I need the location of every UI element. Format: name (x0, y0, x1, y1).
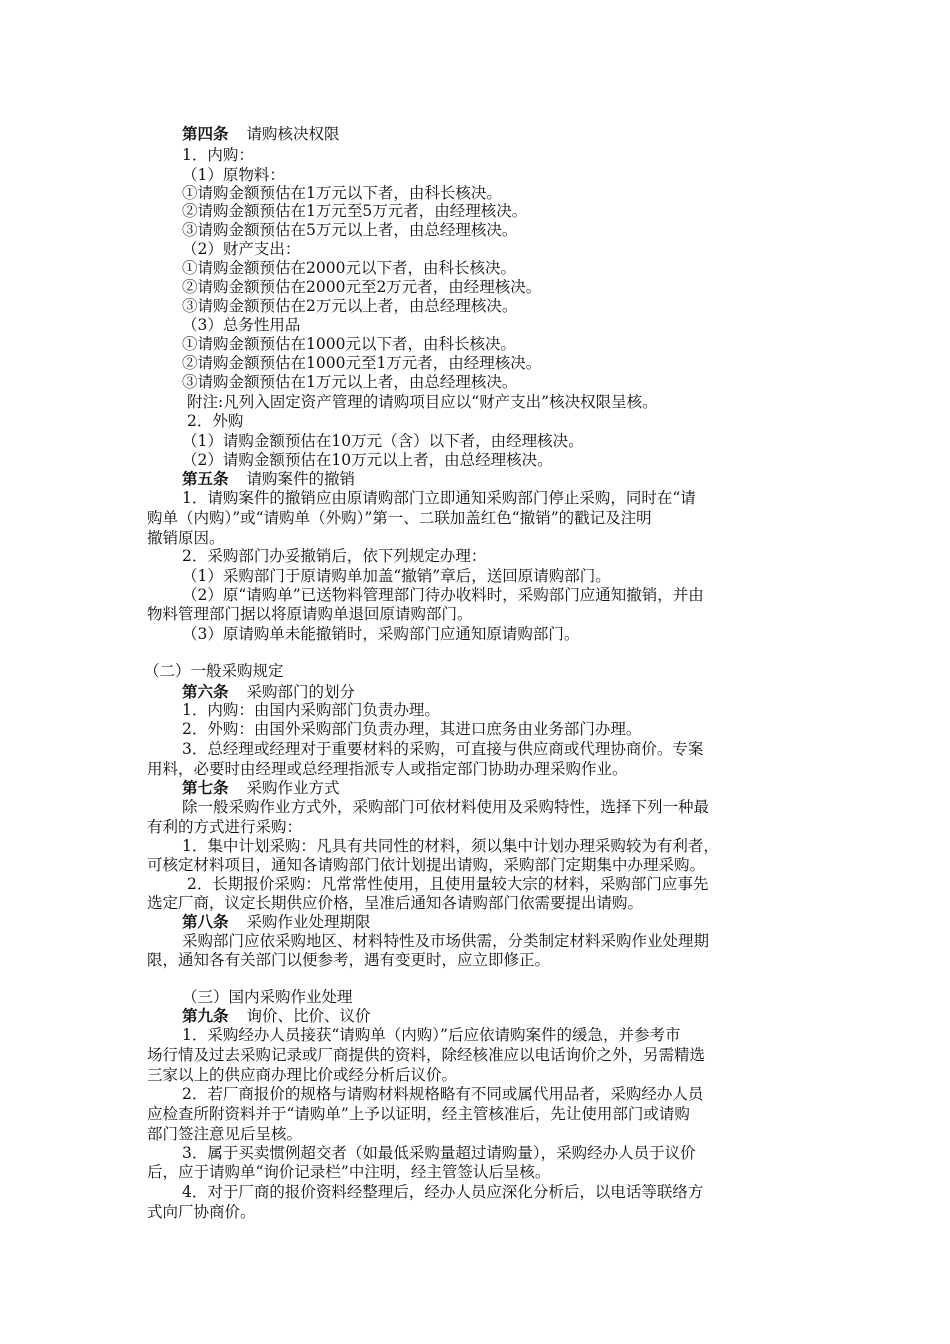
text-line: ①请购金额预估在2000元以下者，由科长核决。 (182, 259, 516, 277)
text-line: 购单（内购）”或“请购单（外购）”第一、二联加盖红色“撤销”的戳记及注明 (147, 509, 652, 527)
article-6-heading (182, 682, 355, 702)
article-title: 采购部门的划分 (246, 683, 356, 701)
article-number: 第八条 (182, 912, 229, 931)
article-number: 第四条 (182, 124, 229, 143)
article-title: 请购案件的撤销 (246, 470, 356, 488)
text-line: 1．请购案件的撤销应由原请购部门立即通知采购部门停止采购，同时在“请 (182, 489, 696, 507)
text-line: 物料管理部门据以将原请购单退回原请购部门。 (147, 605, 473, 623)
text-line: ③请购金额预估在2万元以上者，由总经理核决。 (182, 297, 518, 315)
text-line: ②请购金额预估在2000元至2万元者，由经理核决。 (182, 278, 542, 296)
text-line: （3）总务性用品 (182, 316, 301, 334)
text-line: 附注:凡列入固定资产管理的请购项目应以“财产支出”核决权限呈核。 (187, 393, 658, 411)
text-line: 2．采购部门办妥撤销后，依下列规定办理： (182, 547, 487, 565)
article-title: 采购作业方式 (246, 779, 340, 797)
text-line: （2）财产支出： (182, 240, 301, 258)
text-line: 用料，必要时由经理或总经理指派专人或指定部门协助办理采购作业。 (147, 760, 628, 778)
text-line: （2）请购金额预估在10万元以上者，由总经理核决。 (182, 451, 553, 469)
article-title: 采购作业处理期限 (246, 913, 371, 931)
article-5-heading (182, 469, 355, 489)
text-line: 2．外购 (187, 412, 244, 430)
text-line: 部门签注意见后呈核。 (147, 1125, 303, 1143)
article-8-heading (182, 912, 371, 932)
text-line: ①请购金额预估在1000元以下者，由科长核决。 (182, 335, 516, 353)
text-line: （1）原物料： (182, 166, 285, 184)
section-heading: （三）国内采购作业处理 (182, 988, 353, 1006)
text-line: 撤销原因。 (147, 529, 225, 547)
text-line: ③请购金额预估在1万元以上者，由总经理核决。 (182, 373, 518, 391)
text-line: ②请购金额预估在1000元至1万元者，由经理核决。 (182, 354, 542, 372)
text-line: ③请购金额预估在5万元以上者，由总经理核决。 (182, 221, 518, 239)
article-number: 第七条 (182, 778, 229, 797)
article-number: 第五条 (182, 469, 229, 488)
text-line: 选定厂商，议定长期供应价格，呈准后通知各请购部门依需要提出请购。 (147, 894, 644, 912)
text-line: 1．内购： (182, 146, 254, 164)
article-number: 第六条 (182, 682, 229, 701)
text-line: 1．内购：由国内采购部门负责办理。 (182, 701, 440, 719)
article-7-heading (182, 778, 340, 798)
text-line: 后，应于请购单“询价记录栏”中注明，经主管签认后呈核。 (147, 1163, 551, 1181)
text-line: 式向厂协商价。 (147, 1203, 256, 1221)
text-line: 三家以上的供应商办理比价或经分析后议价。 (147, 1066, 458, 1084)
article-number: 第九条 (182, 1006, 229, 1025)
article-9-heading (182, 1006, 371, 1026)
text-line: 1．采购经办人员接获“请购单（内购）”后应依请购案件的缓急，并参考市 (182, 1026, 681, 1044)
text-line: 2．若厂商报价的规格与请购材料规格略有不同或属代用品者，采购经办人员 (182, 1085, 704, 1103)
article-4-heading (182, 124, 340, 144)
text-line: 有利的方式进行采购： (147, 818, 303, 836)
text-line: ①请购金额预估在1万元以下者，由科长核决。 (182, 184, 502, 202)
text-line: 场行情及过去采购记录或厂商提供的资料，除经核准应以电话询价之外，另需精选 (147, 1046, 706, 1064)
text-line: 采购部门应依采购地区、材料特性及市场供需，分类制定材料采购作业处理期 (182, 932, 710, 950)
text-line: （2）原“请购单”已送物料管理部门待办收料时，采购部门应通知撤销，并由 (182, 586, 704, 604)
text-line: 限，通知各有关部门以便参考，遇有变更时，应立即修正。 (147, 951, 551, 969)
section-heading: （二）一般采购规定 (144, 662, 284, 680)
text-line: 除一般采购作业方式外，采购部门可依材料使用及采购特性，选择下列一种最 (182, 798, 710, 816)
text-line: 1．集中计划采购：凡具有共同性的材料，须以集中计划办理采购较为有利者， (182, 837, 719, 855)
text-line: 2．外购：由国外采购部门负责办理，其进口庶务由业务部门办理。 (182, 720, 642, 738)
text-line: （1）采购部门于原请购单加盖“撤销”章后，送回原请购部门。 (182, 567, 611, 585)
text-line: 3．总经理或经理对于重要材料的采购，可直接与供应商或代理协商价。专案 (182, 740, 704, 758)
article-title: 请购核决权限 (246, 125, 340, 143)
article-title: 询价、比价、议价 (246, 1007, 371, 1025)
text-line: ②请购金额预估在1万元至5万元者，由经理核决。 (182, 202, 528, 220)
text-line: 3．属于买卖惯例超交者（如最低采购量超过请购量），采购经办人员于议价 (182, 1144, 696, 1162)
text-line: （1）请购金额预估在10万元（含）以下者，由经理核决。 (182, 432, 584, 450)
text-line: （3）原请购单未能撤销时，采购部门应通知原请购部门。 (182, 625, 580, 643)
text-line: 应检查所附资料并于“请购单”上予以证明，经主管核准后，先让使用部门或请购 (147, 1105, 690, 1123)
text-line: 2．长期报价采购：凡常常性使用，且使用量较大宗的材料，采购部门应事先 (187, 875, 709, 893)
text-line: 4．对于厂商的报价资料经整理后，经办人员应深化分析后，以电话等联络方 (182, 1183, 704, 1201)
text-line: 可核定材料项目，通知各请购部门依计划提出请购，采购部门定期集中办理采购。 (147, 856, 706, 874)
